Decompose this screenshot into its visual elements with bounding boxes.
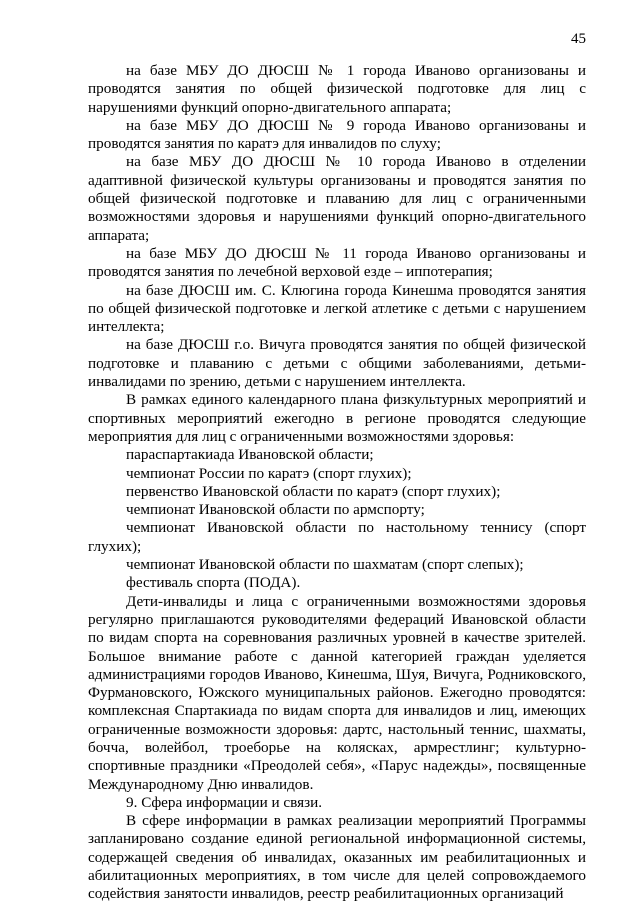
page-number: 45 bbox=[571, 31, 586, 47]
section-heading: 9. Сфера информации и связи. bbox=[126, 793, 323, 811]
paragraph-dyussh-10: на базе МБУ ДО ДЮСШ № 10 города Иваново в отделении адаптивной физической культуры организованы и проводятся занятия по общей физической подготовке и плаванию для лиц с ограниченными возможностями здоровья и нарушениями функций опорно-двигательного аппарата; bbox=[88, 153, 586, 244]
list-item-event: чемпионат Ивановской области по армспорту; bbox=[126, 501, 425, 519]
document-body bbox=[88, 62, 586, 904]
list-item-event: чемпионат Ивановской области по настольному теннису (спорт глухих); bbox=[88, 519, 586, 555]
paragraph-children-invalids: Дети-инвалиды и лица с ограниченными возможностями здоровья регулярно приглашаются руководителями федераций Ивановской области по видам спорта на соревнования различных уровней в качестве зрителей. Большое внимание работе с данной категорией граждан уделяется администрациями городов Иваново, Кинешма, Шуя, Вичуга, Родниковского, Фурмановского, Южского муниципальных районов. Ежегодно проводятся: комплексная Спартакиада по видам спорта для инвалидов и лиц, имеющих ограниченные возможности здоровья: дартс, настольный теннис, шахматы, бочча, волейбол, троеборье на колясках, армрестлинг; культурно-спортивные праздники «Преодолей себя», «Парус надежды», посвященные Международному Дню инвалидов. bbox=[88, 592, 586, 793]
list-item-event: чемпионат Ивановской области по шахматам (спорт слепых); bbox=[126, 556, 524, 574]
paragraph-kineshma: на базе ДЮСШ им. С. Клюгина города Кинешма проводятся занятия по общей физической подготовке и легкой атлетике с детьми с нарушением интеллекта; bbox=[88, 281, 586, 336]
list-item-event: первенство Ивановской области по каратэ (спорт глухих); bbox=[126, 482, 501, 500]
paragraph-dyussh-1: на базе МБУ ДО ДЮСШ № 1 города Иваново организованы и проводятся занятия по общей физической подготовке для лиц с нарушениями функций опорно-двигательного аппарата; bbox=[88, 62, 586, 116]
paragraph-vichuga: на базе ДЮСШ г.о. Вичуга проводятся занятия по общей физической подготовке и плаванию с детьми с общими заболеваниями, детьми-инвалидами по зрению, детьми с нарушением интеллекта. bbox=[88, 336, 586, 391]
paragraph-dyussh-11: на базе МБУ ДО ДЮСШ № 11 города Иваново организованы и проводятся занятия по лечебной верховой езде – иппотерапия; bbox=[88, 244, 586, 281]
list-item-event: чемпионат России по каратэ (спорт глухих); bbox=[126, 464, 412, 482]
list-item-event: фестиваль спорта (ПОДА). bbox=[126, 574, 301, 592]
paragraph-dyussh-9: на базе МБУ ДО ДЮСШ № 9 города Иваново организованы и проводятся занятия по каратэ для инвалидов по слуху; bbox=[88, 116, 586, 153]
paragraph-events-intro: В рамках единого календарного плана физкультурных мероприятий и спортивных мероприятий ежегодно в регионе проводятся следующие мероприятия для лиц с ограниченными возможностями здоровья: bbox=[88, 391, 586, 445]
paragraph-information-sphere: В сфере информации в рамках реализации мероприятий Программы запланировано создание единой региональной информационной системы, содержащей сведения об инвалидах, оказанных им реабилитационных и абилитационных мероприятиях, в том числе для целей сопровождаемого содействия занятости инвалидов, реестр реабилитационных организаций bbox=[88, 812, 586, 903]
list-item-event: параспартакиада Ивановской области; bbox=[126, 446, 374, 464]
